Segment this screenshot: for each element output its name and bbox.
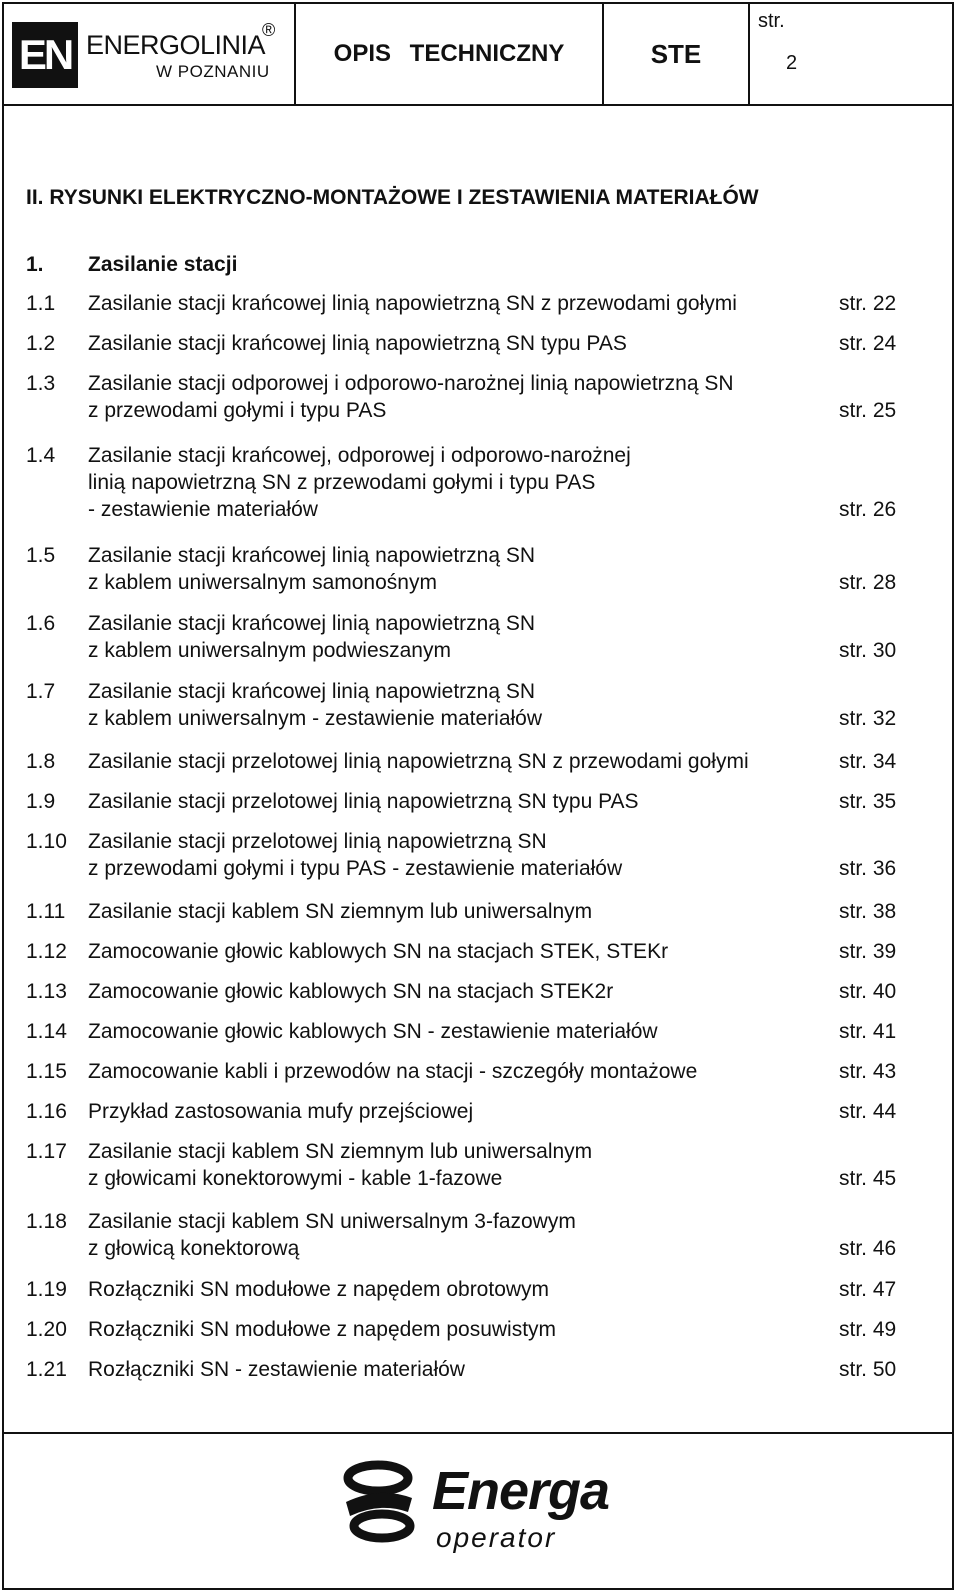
toc-entry-line: Zasilanie stacji krańcowej linią napowietrzną SN — [88, 544, 536, 567]
brand-name: Energa — [432, 1461, 610, 1521]
toc-entry-number: 1.16 — [26, 1100, 67, 1123]
toc-entry-line: linią napowietrzną SN z przewodami gołymi i typu PAS — [88, 471, 596, 494]
toc-entry-number: 1.7 — [26, 680, 56, 703]
toc-entry-title — [88, 442, 828, 523]
toc-entry-title — [88, 610, 828, 664]
toc-entry-line: z kablem uniwersalnym podwieszanym — [88, 639, 451, 662]
toc-entry-page: str. 45 — [839, 1167, 897, 1190]
toc-entry-title — [88, 1316, 828, 1343]
toc-entry-line: z głowicą konektorową — [88, 1237, 300, 1260]
document-code: STE — [604, 4, 750, 104]
toc-entry-title — [88, 542, 828, 596]
company-city: W POZNANIU — [156, 62, 270, 81]
page-number-cell — [750, 4, 952, 104]
toc-entry-line: z kablem uniwersalnym - zestawienie materiałów — [88, 707, 543, 730]
toc-entry-title — [88, 748, 828, 775]
toc-entry-number: 1.1 — [26, 292, 56, 315]
toc-entry — [26, 330, 906, 357]
toc-entry-title — [88, 678, 828, 732]
toc-entry-page: str. 43 — [839, 1060, 897, 1083]
toc-entry-number: 1.9 — [26, 790, 56, 813]
toc-entry-line: - zestawienie materiałów — [88, 498, 318, 521]
toc-entry-line: z kablem uniwersalnym samonośnym — [88, 571, 437, 594]
registered-mark: ® — [262, 20, 276, 40]
toc-entry-page: str. 26 — [839, 498, 897, 521]
toc-entry-line: Zasilanie stacji krańcowej linią napowietrzną SN — [88, 612, 536, 635]
toc-entry-line: Zasilanie stacji krańcowej linią napowietrzną SN — [88, 680, 536, 703]
toc-entry — [26, 748, 906, 775]
toc-entry-page: str. 32 — [839, 707, 897, 730]
toc-entry-line: Rozłączniki SN - zestawienie materiałów — [88, 1358, 465, 1381]
toc-entry-title — [88, 1058, 828, 1085]
toc-entry — [26, 1276, 906, 1303]
toc-entry-page: str. 38 — [839, 900, 897, 923]
toc-entry-page: str. 49 — [839, 1318, 897, 1341]
toc-entry-page: str. 50 — [839, 1358, 897, 1381]
toc-entry-number: 1.15 — [26, 1060, 67, 1083]
toc-entry-line: Zamocowanie kabli i przewodów na stacji - szczegóły montażowe — [88, 1060, 698, 1083]
chapter-heading — [26, 253, 237, 277]
energa-operator-logo — [336, 1452, 636, 1562]
toc-entry — [26, 542, 906, 596]
toc-entry-title — [88, 788, 828, 815]
toc-entry — [26, 1018, 906, 1045]
toc-entry-title — [88, 938, 828, 965]
toc-entry-number: 1.21 — [26, 1358, 67, 1381]
toc-entry — [26, 678, 906, 732]
toc-entry-line: Zasilanie stacji przelotowej linią napowietrzną SN — [88, 830, 547, 853]
toc-entry-number: 1.20 — [26, 1318, 67, 1341]
toc-entry-page: str. 40 — [839, 980, 897, 1003]
brand-subtitle: operator — [436, 1522, 557, 1553]
toc-entry — [26, 290, 906, 317]
energa-swirl-icon — [336, 1456, 426, 1546]
toc-entry-page: str. 44 — [839, 1100, 897, 1123]
toc-entry-page: str. 22 — [839, 292, 897, 315]
toc-entry-number: 1.4 — [26, 444, 56, 467]
toc-entry — [26, 828, 906, 882]
toc-entry — [26, 788, 906, 815]
toc-entry-line: Zasilanie stacji krańcowej linią napowietrzną SN typu PAS — [88, 332, 627, 355]
toc-entry-title — [88, 1138, 828, 1192]
toc-entry-title — [88, 1276, 828, 1303]
page-number: 2 — [786, 52, 798, 74]
toc-entry-title — [88, 828, 828, 882]
toc-entry-line: Zasilanie stacji kablem SN uniwersalnym 3-fazowym — [88, 1210, 576, 1233]
toc-entry-title — [88, 1208, 828, 1262]
toc-entry-page: str. 34 — [839, 750, 897, 773]
toc-entry-page: str. 28 — [839, 571, 897, 594]
company-name: ENERGOLINIA — [86, 30, 266, 60]
toc-entry-number: 1.17 — [26, 1140, 67, 1163]
toc-entry-number: 1.19 — [26, 1278, 67, 1301]
toc-entry — [26, 898, 906, 925]
toc-entry-line: Zasilanie stacji odporowej i odporowo-narożnej linią napowietrzną SN — [88, 372, 734, 395]
toc-entry — [26, 938, 906, 965]
company-logo-mark: EN — [12, 22, 78, 88]
toc-entry-line: Zamocowanie głowic kablowych SN na stacjach STEK2r — [88, 980, 614, 1003]
toc-entry — [26, 1058, 906, 1085]
toc-entry-page: str. 47 — [839, 1278, 897, 1301]
toc-entry-page: str. 24 — [839, 332, 897, 355]
toc-entry-page: str. 46 — [839, 1237, 897, 1260]
toc-entry — [26, 610, 906, 664]
toc-entry-number: 1.11 — [26, 900, 66, 923]
toc-entry-number: 1.6 — [26, 612, 56, 635]
chapter-number: 1. — [26, 253, 44, 276]
toc-entry-title — [88, 1018, 828, 1045]
toc-entry — [26, 370, 906, 424]
toc-entry-line: Zamocowanie głowic kablowych SN na stacjach STEK, STEKr — [88, 940, 669, 963]
document-title: OPIS TECHNICZNY — [296, 4, 604, 104]
toc-entry-number: 1.3 — [26, 372, 56, 395]
document-header — [4, 4, 952, 106]
toc-entry-line: z przewodami gołymi i typu PAS - zestawienie materiałów — [88, 857, 623, 880]
toc-entry-line: Przykład zastosowania mufy przejściowej — [88, 1100, 474, 1123]
toc-entry — [26, 1208, 906, 1262]
toc-entry-title — [88, 1098, 828, 1125]
toc-entry-page: str. 36 — [839, 857, 897, 880]
toc-entry-line: Rozłączniki SN modułowe z napędem obrotowym — [88, 1278, 550, 1301]
footer-divider — [4, 1432, 952, 1434]
toc-entry-line: Zasilanie stacji przelotowej linią napowietrzną SN typu PAS — [88, 790, 639, 813]
toc-entry-page: str. 35 — [839, 790, 897, 813]
toc-entry-number: 1.5 — [26, 544, 56, 567]
toc-entry — [26, 1138, 906, 1192]
toc-entry-line: Zasilanie stacji kablem SN ziemnym lub uniwersalnym — [88, 900, 593, 923]
toc-entry-page: str. 41 — [839, 1020, 897, 1043]
company-logo-cell — [4, 4, 296, 104]
toc-entry-page: str. 30 — [839, 639, 897, 662]
toc-entry-title — [88, 1356, 828, 1383]
toc-entry — [26, 978, 906, 1005]
toc-entry-title — [88, 898, 828, 925]
toc-entry-number: 1.14 — [26, 1020, 67, 1043]
toc-entry — [26, 1356, 906, 1383]
toc-entry-title — [88, 978, 828, 1005]
chapter-title: Zasilanie stacji — [88, 253, 238, 276]
toc-entry — [26, 1098, 906, 1125]
toc-entry-number: 1.18 — [26, 1210, 67, 1233]
toc-entry-line: z głowicami konektorowymi - kable 1-fazowe — [88, 1167, 503, 1190]
toc-entry-line: z przewodami gołymi i typu PAS — [88, 399, 387, 422]
toc-entry — [26, 1316, 906, 1343]
toc-entry-page: str. 25 — [839, 399, 897, 422]
toc-entry-number: 1.12 — [26, 940, 67, 963]
toc-entry-line: Zasilanie stacji przelotowej linią napowietrzną SN z przewodami gołymi — [88, 750, 749, 773]
toc-entry-line: Zamocowanie głowic kablowych SN - zestawienie materiałów — [88, 1020, 658, 1043]
toc-entry-title — [88, 290, 828, 317]
page-frame — [2, 2, 954, 1590]
toc-entry-line: Zasilanie stacji krańcowej, odporowej i odporowo-narożnej — [88, 444, 631, 467]
toc-entry-number: 1.13 — [26, 980, 67, 1003]
toc-entry-title — [88, 370, 828, 424]
toc-entry-page: str. 39 — [839, 940, 897, 963]
toc-entry-number: 1.2 — [26, 332, 56, 355]
section-title: II. RYSUNKI ELEKTRYCZNO-MONTAŻOWE I ZESTAWIENIA MATERIAŁÓW — [26, 186, 759, 209]
toc-entry — [26, 442, 906, 523]
page-label: str. — [758, 10, 785, 32]
toc-entry-title — [88, 330, 828, 357]
toc-entry-line: Zasilanie stacji krańcowej linią napowietrzną SN z przewodami gołymi — [88, 292, 737, 315]
toc-entry-number: 1.8 — [26, 750, 56, 773]
toc-entry-number: 1.10 — [26, 830, 67, 853]
toc-entry-line: Zasilanie stacji kablem SN ziemnym lub uniwersalnym — [88, 1140, 593, 1163]
toc-entry-line: Rozłączniki SN modułowe z napędem posuwistym — [88, 1318, 557, 1341]
